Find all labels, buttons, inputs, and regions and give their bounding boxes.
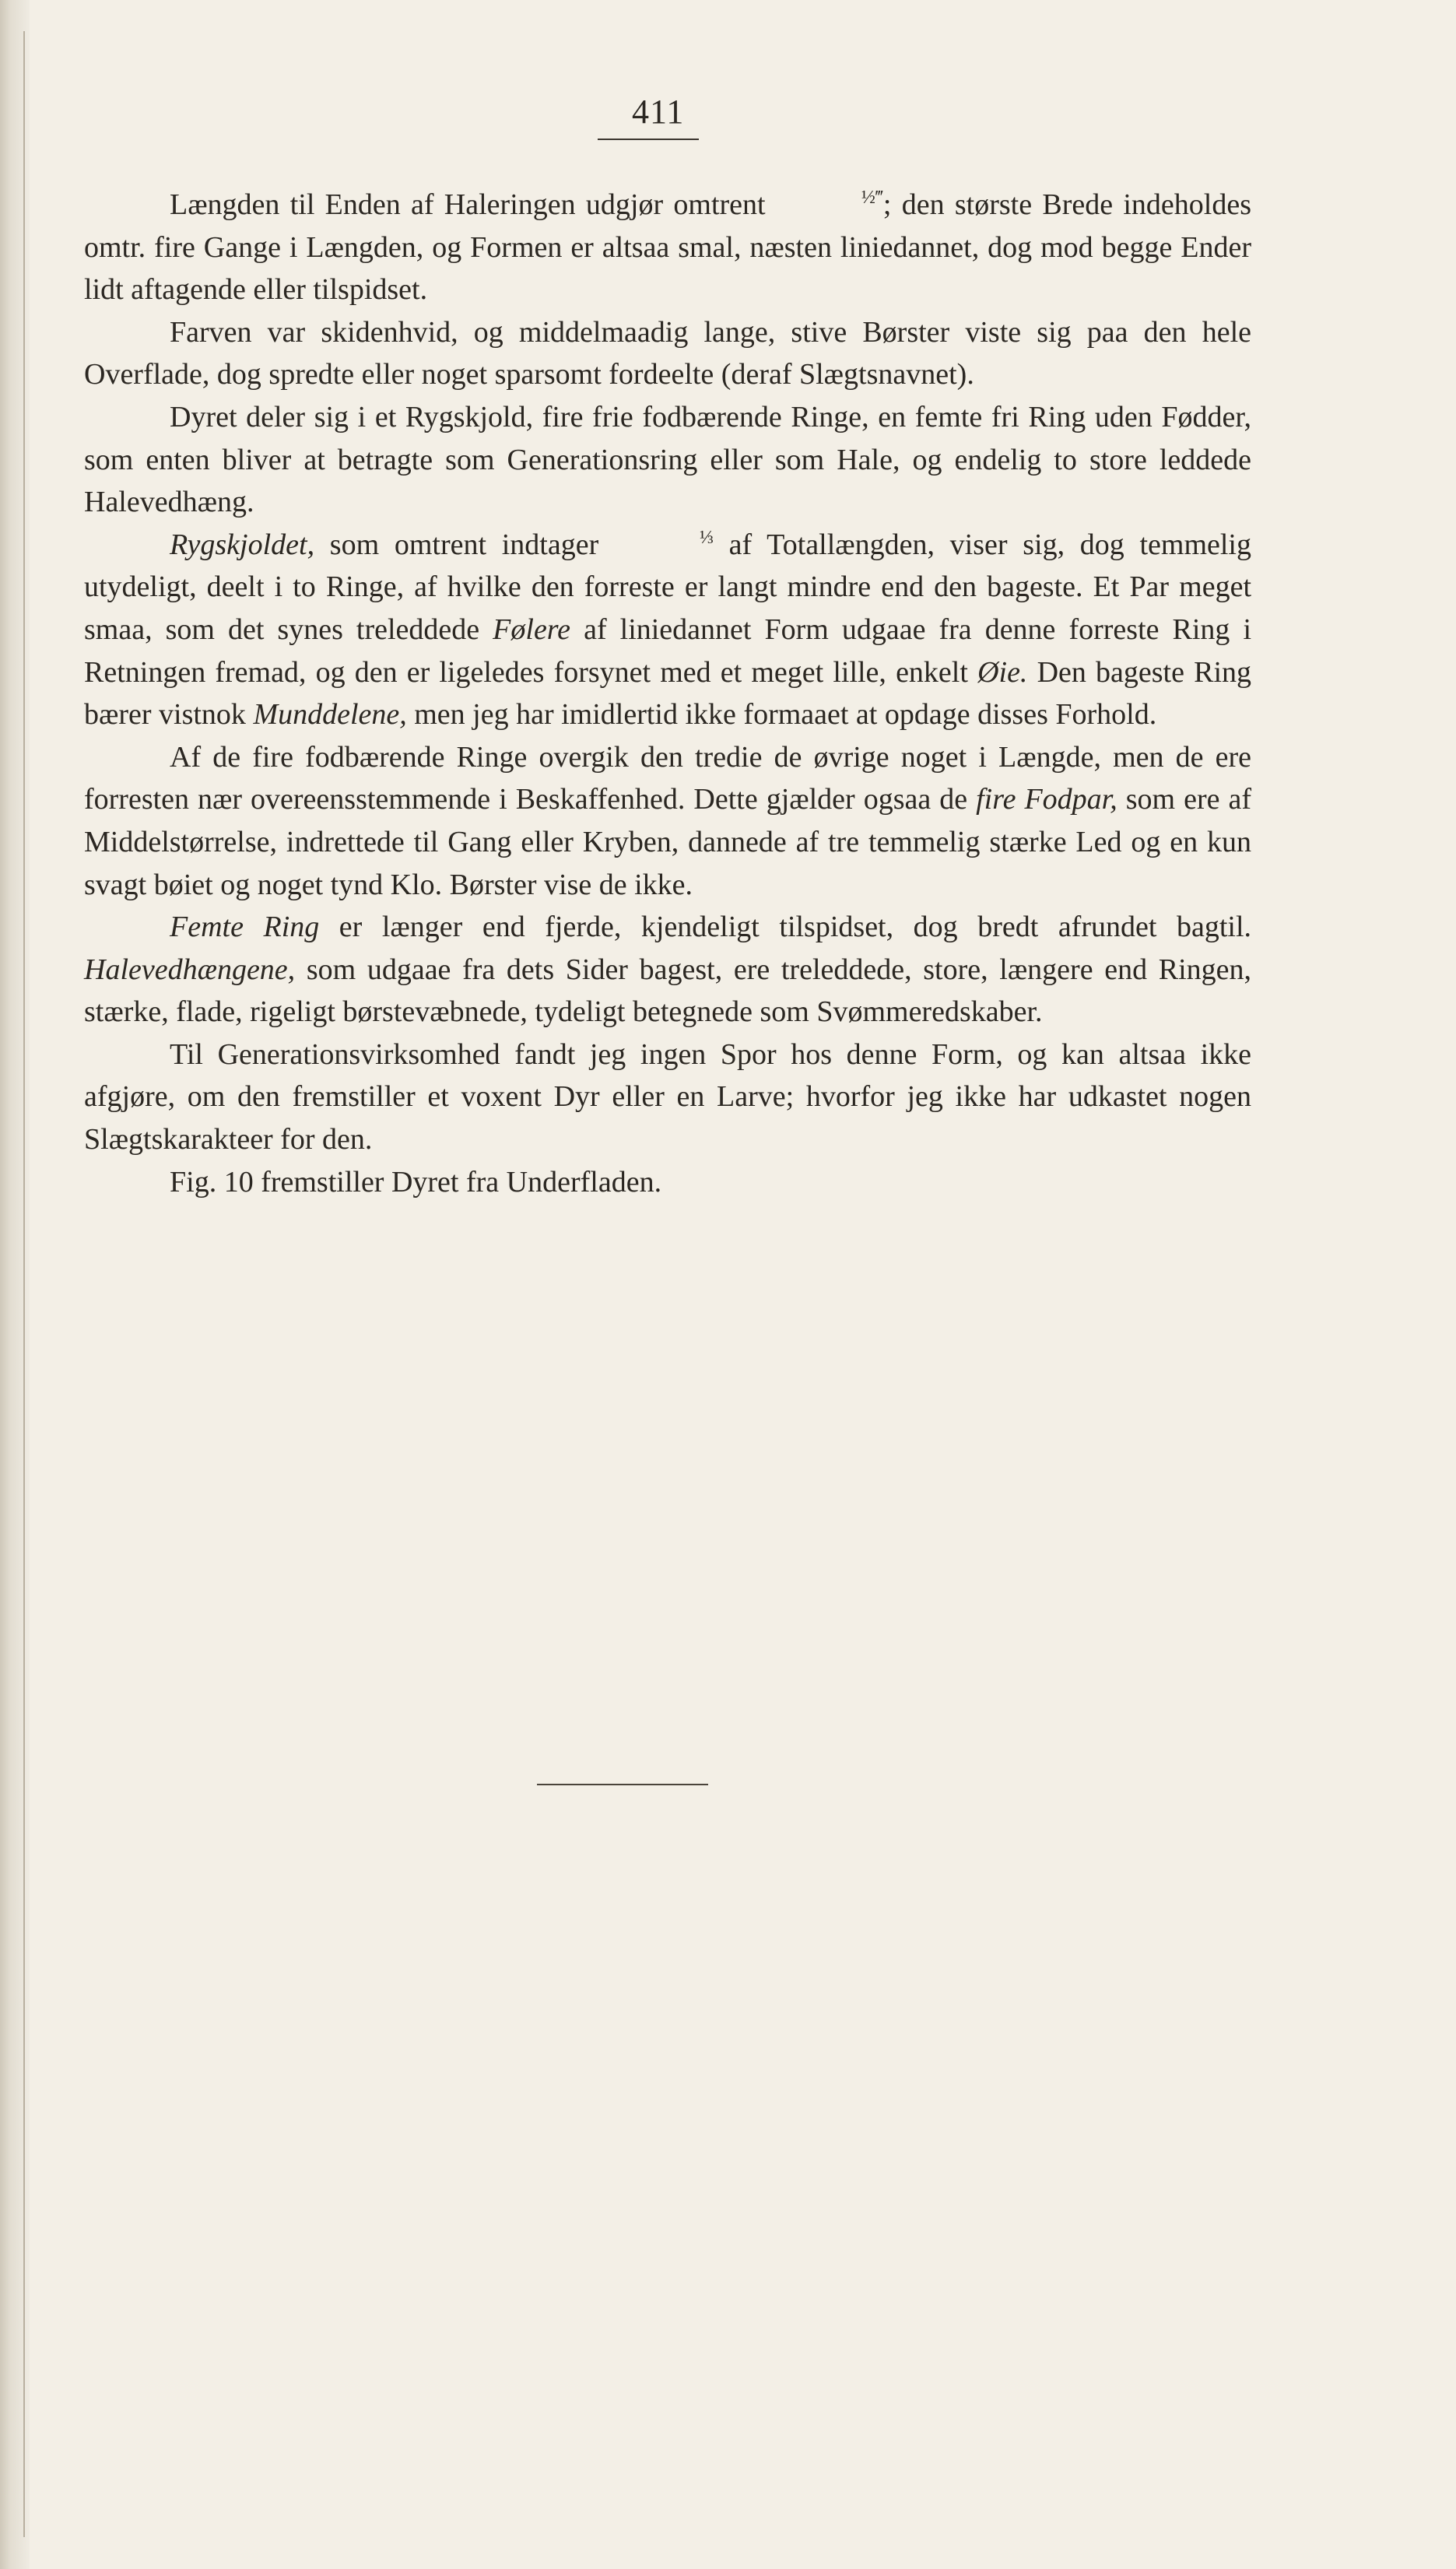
text-run: men jeg har imidlertid ikke formaaet at opdage disses Forhold. xyxy=(406,698,1157,732)
text-run: Dyret deler sig i et Rygskjold, fire frie fodbærende Ringe, en femte fri Ring uden Fødder, som enten bliver at betragte som Generationsring eller som Hale, og endelig to store leddede Halevedhæng. xyxy=(84,400,1251,519)
text-run: Af de fire fodbærende Ringe overgik den tredie de øvrige noget i Længde, men de ere forresten nær overeensstemmende i Beskaffenhed. Dette gjælder ogsaa de xyxy=(84,740,1251,816)
italic-term: fire Fodpar, xyxy=(976,783,1117,816)
spine-edge-line xyxy=(23,31,25,2537)
paragraph xyxy=(84,1161,1251,1204)
page-number: 411 xyxy=(632,93,685,131)
italic-term: Femte Ring xyxy=(170,911,320,944)
paragraph xyxy=(84,311,1251,396)
page-number-underline xyxy=(598,139,699,140)
text-run: Farven var skidenhvid, og middelmaadig lange, stive Børster viste sig paa den hele Overflade, dog spredte eller noget sparsomt fordeelte (deraf Slægtsnavnet). xyxy=(84,315,1251,391)
text-run: Den bageste Ring bærer vistnok xyxy=(84,655,1252,732)
text-run: Til Generationsvirksomhed fandt jeg ingen Spor hos denne Form, og kan altsaa ikke afgjøre, om den fremstiller et voxent Dyr eller en Larve; hvorfor jeg ikke har udkastet nogen Slægtskarakteer for den. xyxy=(84,1037,1251,1156)
fraction: ⅓ xyxy=(699,528,714,549)
fraction: ½‴ xyxy=(861,188,883,209)
text-run: ; den største Brede indeholdes omtr. fire Gange i Længden, og Formen er altsaa smal, næsten liniedannet, dog mod begge Ender lidt aftagende eller tilspidset. xyxy=(84,188,1251,307)
italic-term: Følere xyxy=(493,612,571,646)
italic-term: Halevedhængene, xyxy=(84,953,296,986)
text-run: er længer end fjerde, kjendeligt tilspidset, dog bredt afrundet bagtil. xyxy=(319,911,1251,944)
text-run: Længden til Enden af Haleringen udgjør omtrent xyxy=(170,188,776,221)
text-run: som udgaae fra dets Sider bagest, ere treleddede, store, længere end Ringen, stærke, flade, rigeligt børstevæbnede, tydeligt betegnede som Svømmeredskaber. xyxy=(84,953,1251,1029)
paragraph xyxy=(84,524,1251,736)
paragraph xyxy=(84,396,1251,524)
paragraph xyxy=(84,184,1251,311)
paragraph xyxy=(84,1034,1251,1161)
italic-term: Øie. xyxy=(977,655,1028,689)
text-run: af liniedannet Form udgaae fra denne forreste Ring i Retningen fremad, og den er ligeledes forsynet med et meget lille, enkelt xyxy=(84,612,1252,689)
paragraph xyxy=(84,736,1251,906)
text-run: Fig. 10 fremstiller Dyret fra Underfladen. xyxy=(170,1165,662,1199)
text-run: af Totallængden, viser sig, dog temmelig utydeligt, deelt i to Ringe, af hvilke den forreste er langt mindre end den bageste. Et Par meget smaa, som det synes treleddede xyxy=(84,528,1251,646)
section-end-rule xyxy=(537,1784,708,1785)
body-text xyxy=(84,184,1251,1203)
italic-term: Munddelene, xyxy=(253,698,407,732)
text-run: som omtrent indtager xyxy=(314,528,614,561)
paragraph xyxy=(84,906,1251,1034)
text-run: som ere af Middelstørrelse, indrettede til Gang eller Kryben, dannede af tre temmelig stærke Led og en kun svagt bøiet og noget tynd Klo. Børster vise de ikke. xyxy=(84,783,1251,901)
book-spine-shadow xyxy=(0,0,30,2569)
italic-term: Rygskjoldet, xyxy=(170,528,315,561)
